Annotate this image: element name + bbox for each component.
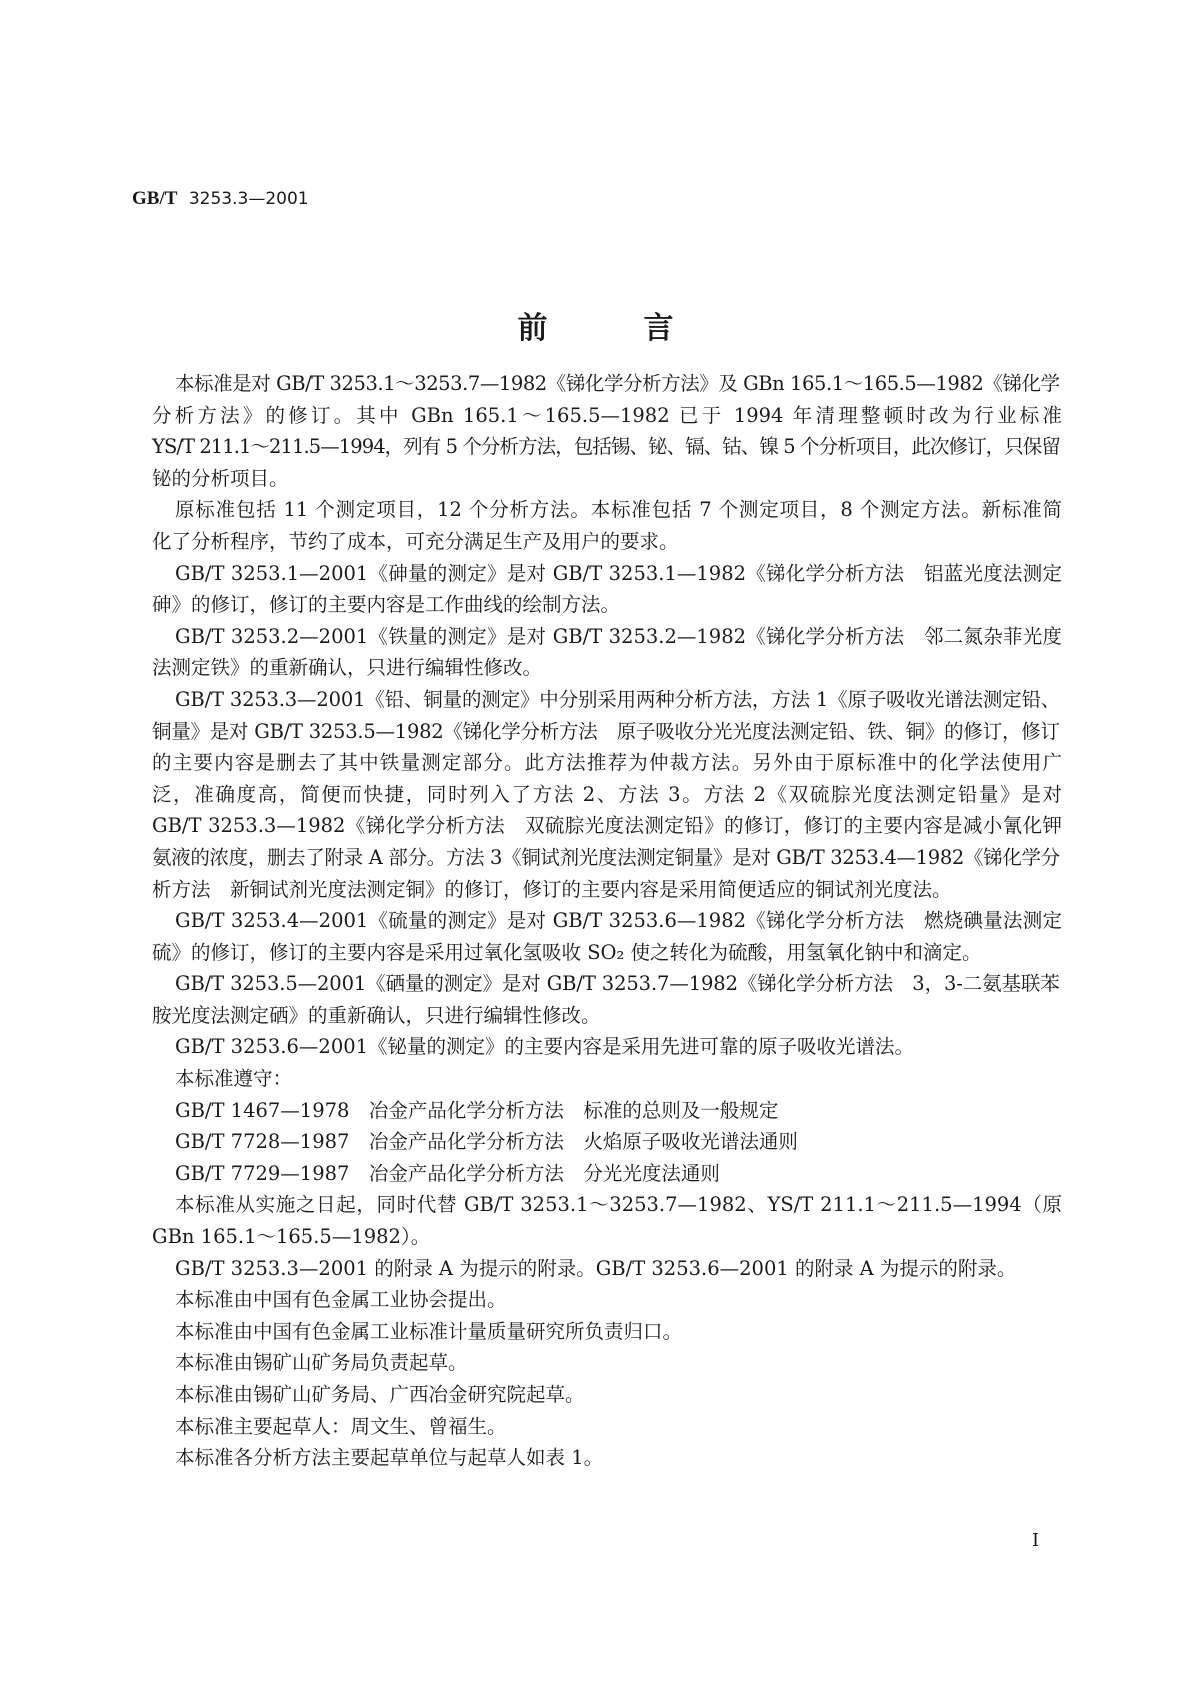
text-line: 本标准由中国有色金属工业协会提出。 xyxy=(175,1288,507,1312)
text-line: 本标准主要起草人：周文生、曾福生。 xyxy=(175,1414,507,1438)
title-char: 前 xyxy=(517,311,548,346)
text-line: GB/T 3253.1—2001《砷量的测定》是对 GB/T 3253.1—1982《锑化学分析方法 铝蓝光度法测定 xyxy=(175,561,1062,585)
text-line: YS/T 211.1～211.5—1994，列有 5 个分析方法，包括锡、铋、镉、钴、镍 5 个分析项目，此次修订，只保留 xyxy=(152,435,1060,459)
text-line: 本标准从实施之日起，同时代替 GB/T 3253.1～3253.7—1982、YS/T 211.1～211.5—1994（原 xyxy=(175,1193,1062,1217)
text-line: 的主要内容是删去了其中铁量测定部分。此方法推荐为仲裁方法。另外由于原标准中的化学法使用广 xyxy=(152,751,1062,775)
text-line: GB/T 3253.4—2001《硫量的测定》是对 GB/T 3253.6—1982《锑化学分析方法 燃烧碘量法测定 xyxy=(175,909,1062,933)
text-line: 本标准是对 GB/T 3253.1～3253.7—1982《锑化学分析方法》及 GBn 165.1～165.5—1982《锑化学 xyxy=(175,372,1060,395)
text-line: GB/T 3253.3—1982《锑化学分析方法 双硫腙光度法测定铅》的修订，修订的主要内容是减小氰化钾 xyxy=(152,814,1062,838)
text-line: 泛，准确度高，简便而快捷，同时列入了方法 2、方法 3。方法 2《双硫腙光度法测定铅量》是对 xyxy=(152,782,1062,806)
text-line: 分析方法》的修订。其中 GBn 165.1～165.5—1982 已于 1994 年清理整顿时改为行业标准 xyxy=(152,403,1062,427)
standard-code-header xyxy=(132,188,309,210)
text-line: GB/T 1467—1978 冶金产品化学分析方法 标准的总则及一般规定 xyxy=(175,1098,779,1122)
page-title xyxy=(0,303,1191,347)
text-line: 硫》的修订，修订的主要内容是采用过氧化氢吸收 SO₂ 使之转化为硫酸，用氢氧化钠中和滴定。 xyxy=(152,940,982,964)
text-line: 化了分析程序，节约了成本，可充分满足生产及用户的要求。 xyxy=(152,529,679,553)
text-line: 铜量》是对 GB/T 3253.5—1982《锑化学分析方法 原子吸收分光光度法测定铅、铁、铜》的修订，修订 xyxy=(152,719,1060,743)
text-line: 本标准由锡矿山矿务局负责起草。 xyxy=(175,1351,468,1375)
text-line: GB/T 3253.3—2001 的附录 A 为提示的附录。GB/T 3253.6—2001 的附录 A 为提示的附录。 xyxy=(175,1256,1017,1280)
text-line: 本标准由锡矿山矿务局、广西冶金研究院起草。 xyxy=(175,1383,585,1406)
text-line: GB/T 7728—1987 冶金产品化学分析方法 火焰原子吸收光谱法通则 xyxy=(175,1130,798,1154)
text-line: 氨液的浓度，删去了附录 A 部分。方法 3《铜试剂光度法测定铜量》是对 GB/T 3253.4—1982《锑化学分 xyxy=(152,845,1060,869)
text-line: 砷》的修订，修订的主要内容是工作曲线的绘制方法。 xyxy=(152,593,621,617)
text-line: 胺光度法测定硒》的重新确认，只进行编辑性修改。 xyxy=(152,1003,601,1027)
text-line: 铋的分析项目。 xyxy=(152,466,289,490)
text-line: GB/T 3253.6—2001《铋量的测定》的主要内容是采用先进可靠的原子吸收光谱法。 xyxy=(175,1035,915,1059)
text-line: 法测定铁》的重新确认，只进行编辑性修改。 xyxy=(152,656,543,680)
title-char: 言 xyxy=(643,311,674,346)
text-line: GB/T 3253.5—2001《硒量的测定》是对 GB/T 3253.7—1982《锑化学分析方法 3，3-二氨基联苯 xyxy=(175,972,1060,996)
text-line: 本标准各分析方法主要起草单位与起草人如表 1。 xyxy=(175,1446,604,1470)
text-line: GB/T 3253.3—2001《铅、铜量的测定》中分别采用两种分析方法，方法 1《原子吸收光谱法测定铅、 xyxy=(175,687,1061,711)
text-line: GBn 165.1～165.5—1982）。 xyxy=(152,1225,431,1249)
foreword-body xyxy=(152,368,1062,1474)
text-line: GB/T 7729—1987 冶金产品化学分析方法 分光光度法通则 xyxy=(175,1161,720,1185)
standard-number: 3253.3—2001 xyxy=(188,189,309,209)
standard-prefix: GB/T xyxy=(132,188,178,209)
text-line: GB/T 3253.2—2001《铁量的测定》是对 GB/T 3253.2—1982《锑化学分析方法 邻二氮杂菲光度 xyxy=(175,624,1062,648)
text-line: 本标准由中国有色金属工业标准计量质量研究所负责归口。 xyxy=(175,1319,683,1343)
text-line: 原标准包括 11 个测定项目，12 个分析方法。本标准包括 7 个测定项目，8 个测定方法。新标准简 xyxy=(175,498,1062,522)
text-line: 析方法 新铜试剂光度法测定铜》的修订，修订的主要内容是采用简便适应的铜试剂光度法。 xyxy=(152,877,952,901)
text-line: 本标准遵守： xyxy=(175,1067,293,1091)
page-number: I xyxy=(1032,1530,1040,1551)
